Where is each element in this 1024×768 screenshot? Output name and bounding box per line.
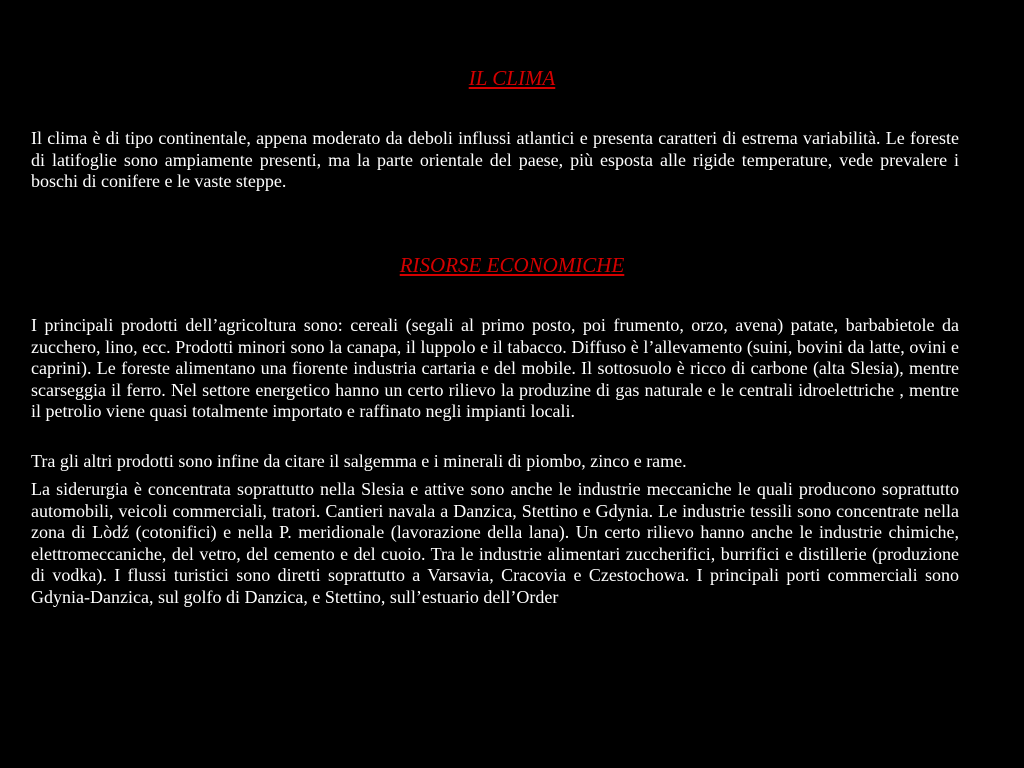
paragraph-agricoltura: I principali prodotti dell’agricoltura sono: cereali (segali al primo posto, poi frumento, orzo, avena) patate, barbabietole da zucchero, lino, ecc. Prodotti minori sono la canapa, il luppolo e il tabacco. Diffuso è l’allevamento (suini, bovini da latte, ovini e caprini). Le foreste alimentano una fiorente industria cartaria e del mobile. Il sottosuolo è ricco di carbone (alta Slesia), mentre scarseggia il ferro. Nel settore energetico hanno un certo rilievo la produzine di gas naturale e le centrali idroelettriche , mentre il petrolio viene quasi totalmente importato e raffinato negli impianti locali. xyxy=(31,315,959,421)
section-heading-clima: IL CLIMA xyxy=(468,66,556,90)
section-heading-risorse-economiche: RISORSE ECONOMICHE xyxy=(399,253,625,277)
paragraph-minerali: Tra gli altri prodotti sono infine da citare il salgemma e i minerali di piombo, zinco e rame. xyxy=(31,451,687,471)
paragraph-clima: Il clima è di tipo continentale, appena moderato da deboli influssi atlantici e presenta caratteri di estrema variabilità. Le foreste di latifoglie sono ampiamente presenti, ma la parte orientale del paese, più esposta alle rigide temperature, vede prevalere i boschi di conifere e le vaste steppe. xyxy=(31,128,959,191)
paragraph-industria: La siderurgia è concentrata soprattutto nella Slesia e attive sono anche le industrie meccaniche le quali producono soprattutto automobili, veicoli commerciali, tratori. Cantieri navala a Danzica, Stettino e Gdynia. Le industrie tessili sono concentrate nella zona di Lòdź (cotonifici) e nella P. meridionale (lavorazione della lana). Un certo rilievo hanno anche le industrie chimiche, elettromeccaniche, del vetro, del cemento e del cuoio. Tra le industrie alimentari zuccherifici, burrifici e distillerie (produzione di vodka). I flussi turistici sono diretti soprattutto a Varsavia, Cracovia e Czestochowa. I principali porti commerciali sono Gdynia-Danzica, sul golfo di Danzica, e Stettino, sull’estuario dell’Order xyxy=(31,479,959,607)
